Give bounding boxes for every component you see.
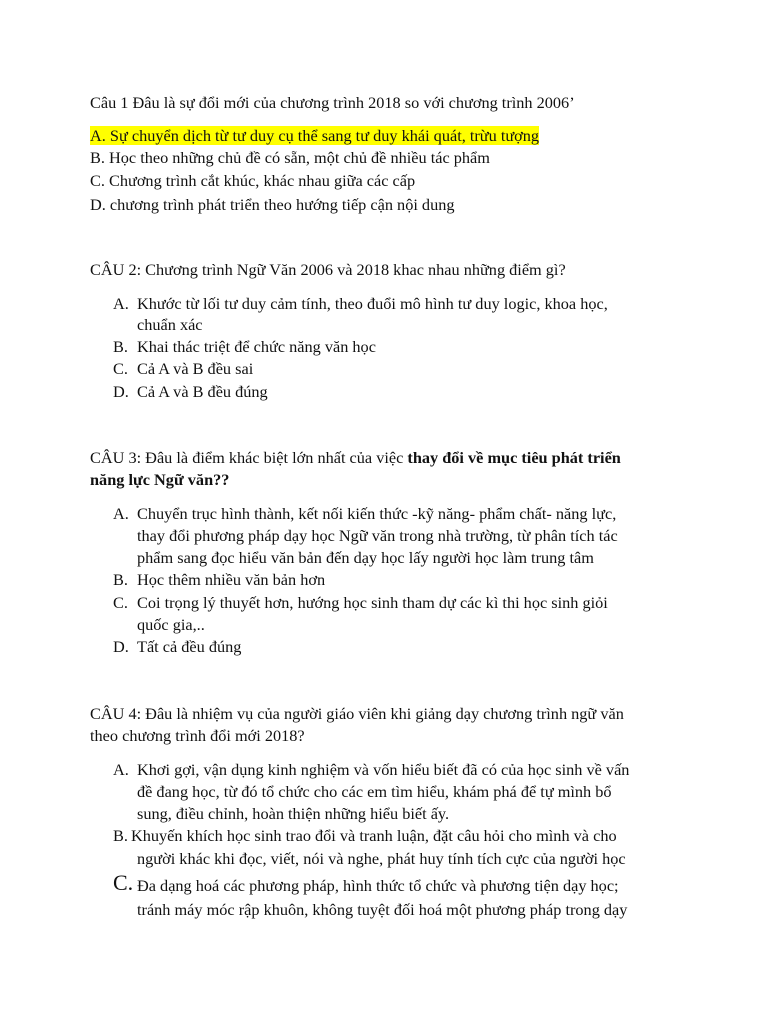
q3-option-c-letter: C. bbox=[113, 593, 128, 612]
q2-option-c-text: Cả A và B đều sai bbox=[137, 359, 254, 378]
q1-option-b: B. Học theo những chủ đề có sẵn, một chủ đề nhiều tác phẩm bbox=[90, 148, 490, 167]
q2-option-a-letter: A. bbox=[113, 294, 129, 313]
q3-option-c-line-2: quốc gia,.. bbox=[137, 615, 205, 634]
question-3-bold-2: năng lực Ngữ văn?? bbox=[90, 470, 230, 489]
q4-option-c-letter: C. bbox=[113, 870, 134, 895]
q3-option-d-text: Tất cả đều đúng bbox=[137, 637, 242, 656]
q2-option-b-text: Khai thác triệt để chức năng văn học bbox=[137, 337, 376, 356]
question-4-line-1: CÂU 4: Đâu là nhiệm vụ của người giáo viên khi giảng dạy chương trình ngữ văn bbox=[90, 704, 624, 723]
q3-option-a-line-2: thay đổi phương pháp dạy học Ngữ văn trong nhà trường, từ phân tích tác bbox=[137, 526, 618, 545]
q3-option-a-line-3: phẩm sang đọc hiểu văn bản đến dạy học lấy người học làm trung tâm bbox=[137, 548, 594, 567]
q2-option-b-letter: B. bbox=[113, 337, 128, 356]
q4-option-a-line-1: Khơi gợi, vận dụng kinh nghiệm và vốn hiểu biết đã có của học sinh về vấn bbox=[137, 760, 630, 779]
q4-option-b-line-2: người khác khi đọc, viết, nói và nghe, phát huy tính tích cực của người học bbox=[137, 849, 626, 868]
q4-option-b-line-1: Khuyến khích học sinh trao đổi và tranh luận, đặt câu hỏi cho mình và cho bbox=[131, 826, 617, 845]
q2-option-c-letter: C. bbox=[113, 359, 128, 378]
q3-option-b-text: Học thêm nhiều văn bản hơn bbox=[137, 570, 326, 589]
q1-option-d: D. chương trình phát triển theo hướng tiếp cận nội dung bbox=[90, 195, 455, 214]
q4-option-a-letter: A. bbox=[113, 760, 129, 779]
q4-option-b-letter: B. bbox=[113, 826, 128, 845]
q1-option-c: C. Chương trình cắt khúc, khác nhau giữa các cấp bbox=[90, 171, 416, 190]
q3-option-a-letter: A. bbox=[113, 504, 129, 523]
question-3-line-1 bbox=[90, 447, 621, 469]
q3-option-a-line-1: Chuyển trục hình thành, kết nối kiến thức -kỹ năng- phẩm chất- năng lực, bbox=[137, 504, 617, 523]
q3-option-b-letter: B. bbox=[113, 570, 128, 589]
question-3-bold-1: thay đổi về mục tiêu phát triển bbox=[407, 448, 621, 467]
q4-option-a-line-3: sung, điều chỉnh, hoàn thiện những hiểu biết ấy. bbox=[137, 804, 450, 823]
q2-option-a-line-2: chuẩn xác bbox=[137, 315, 203, 334]
q2-option-a-line-1: Khước từ lối tư duy cảm tính, theo đuổi mô hình tư duy logic, khoa học, bbox=[137, 294, 608, 313]
q2-option-d-letter: D. bbox=[113, 382, 129, 401]
highlight-mark: A. Sự chuyển dịch từ tư duy cụ thể sang tư duy khái quát, trừu tượng bbox=[90, 126, 540, 145]
q3-option-d-letter: D. bbox=[113, 637, 129, 656]
q1-option-a bbox=[90, 125, 539, 147]
q2-option-d-text: Cả A và B đều đúng bbox=[137, 382, 268, 401]
question-3-prefix: CÂU 3: Đâu là điểm khác biệt lớn nhất của việc bbox=[90, 448, 408, 467]
q3-option-c-line-1: Coi trọng lý thuyết hơn, hướng học sinh tham dự các kì thi học sinh giỏi bbox=[137, 593, 608, 612]
question-2-text: CÂU 2: Chương trình Ngữ Văn 2006 và 2018 khac nhau những điểm gì? bbox=[90, 260, 566, 279]
q4-option-a-line-2: đề đang học, từ đó tổ chức cho các em tìm hiểu, khám phá để tự mình bổ bbox=[137, 782, 612, 801]
question-1-text: Câu 1 Đâu là sự đổi mới của chương trình 2018 so với chương trình 2006’ bbox=[90, 93, 575, 112]
question-4-line-2: theo chương trình đổi mới 2018? bbox=[90, 726, 305, 745]
q4-option-c-line-1: Đa dạng hoá các phương pháp, hình thức tổ chức và phương tiện dạy học; bbox=[137, 876, 619, 895]
q4-option-c-line-2: tránh máy móc rập khuôn, không tuyệt đối hoá một phương pháp trong dạy bbox=[137, 900, 628, 919]
